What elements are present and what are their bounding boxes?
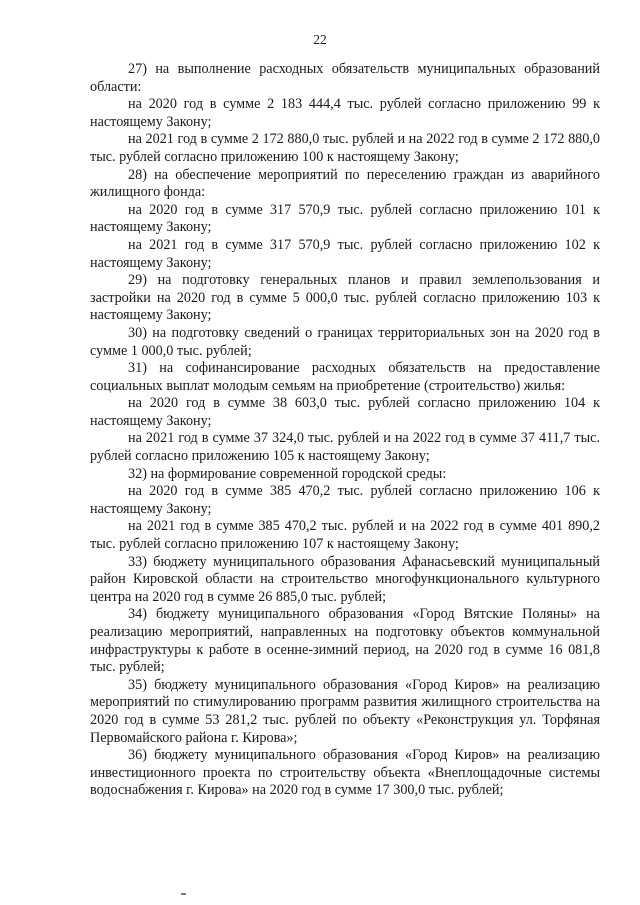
paragraph-30: 30) на подготовку сведений о границах территориальных зон на 2020 год в сумме 1 000,0 тыс. рублей; <box>90 324 600 359</box>
paragraph-35: 35) бюджету муниципального образования «Город Киров» на реализацию мероприятий по стимулированию программ развития жилищного строительства на 2020 год в сумме 53 281,2 тыс. рублей по объекту «Реконструкция ул. Торфяная Первомайского района г. Кирова»; <box>90 676 600 746</box>
paragraph-28-2020: на 2020 год в сумме 317 570,9 тыс. рублей согласно приложению 101 к настоящему Закону; <box>90 201 600 236</box>
paragraph-32-2021-2022: на 2021 год в сумме 385 470,2 тыс. рублей и на 2022 год в сумме 401 890,2 тыс. рублей согласно приложению 107 к настоящему Закону; <box>90 518 600 553</box>
paragraph-32-2020: на 2020 год в сумме 385 470,2 тыс. рублей согласно приложению 106 к настоящему Закону; <box>90 483 600 517</box>
paragraph-32: 32) на формирование современной городской среды: <box>128 465 447 482</box>
paragraph-28: 28) на обеспечение мероприятий по переселению граждан из аварийного жилищного фонда: <box>90 166 600 201</box>
paragraph-27-2021-2022: на 2021 год в сумме 2 172 880,0 тыс. рублей и на 2022 год в сумме 2 172 880,0 тыс. рублей согласно приложению 100 к настоящему Закону; <box>90 131 600 165</box>
paragraph-36: 36) бюджету муниципального образования «Город Киров» на реализацию инвестиционного проекта по строительству объекта «Внеплощадочные системы водоснабжения г. Кирова» на 2020 год в сумме 17 300,0 тыс. рублей; <box>90 747 600 799</box>
paragraph-31-2020: на 2020 год в сумме 38 603,0 тыс. рублей согласно приложению 104 к настоящему Закону; <box>90 395 600 429</box>
page-number: 22 <box>313 32 327 47</box>
paragraph-31-2021-2022: на 2021 год в сумме 37 324,0 тыс. рублей и на 2022 год в сумме 37 411,7 тыс. рублей согласно приложению 105 к настоящему Закону; <box>90 430 600 465</box>
paragraph-27: 27) на выполнение расходных обязательств муниципальных образований области: <box>90 61 600 95</box>
document-body <box>90 61 600 800</box>
scan-mark <box>181 893 186 895</box>
paragraph-31: 31) на софинансирование расходных обязательств на предоставление социальных выплат молодым семьям на приобретение (строительство) жилья: <box>90 360 600 394</box>
paragraph-27-2020: на 2020 год в сумме 2 183 444,4 тыс. рублей согласно приложению 99 к настоящему Закону; <box>90 96 600 130</box>
paragraph-29: 29) на подготовку генеральных планов и правил землепользования и застройки на 2020 год в сумме 5 000,0 тыс. рублей согласно приложению 103 к настоящему Закону; <box>90 272 600 324</box>
paragraph-28-2021: на 2021 год в сумме 317 570,9 тыс. рублей согласно приложению 102 к настоящему Закону; <box>90 236 600 271</box>
paragraph-33: 33) бюджету муниципального образования Афанасьевский муниципальный район Кировской области на строительство многофункционального культурного центра на 2020 год в сумме 26 885,0 тыс. рублей; <box>90 553 600 605</box>
paragraph-34: 34) бюджету муниципального образования «Город Вятские Поляны» на реализацию мероприятий, направленных на подготовку объектов коммунальной инфраструктуры к работе в осенне-зимний период, на 2020 год в сумме 16 081,8 тыс. рублей; <box>90 606 600 676</box>
